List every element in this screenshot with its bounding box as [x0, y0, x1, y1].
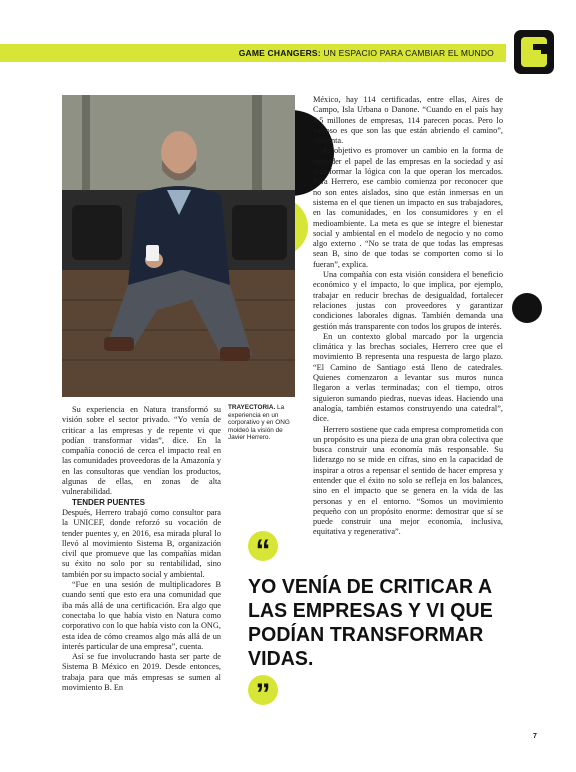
subheading: TENDER PUENTES [72, 497, 145, 507]
page-number: 7 [533, 733, 537, 740]
paragraph: El objetivo es promover un cambio en la forma de entender el papel de las empresas en la sociedad y así transformar la lógica con la que operan los mercados. Para Herrero, ese cambio comienza por reconocer que no son entes aislados, sino que están inmersas en un sistema en el que tienen un impacto en sus trabajadores, en las comunidades, en los consumidores y en el medioambiente. La meta es que se integre el bienestar social y ambiental en el modelo de negocio y no como algo externo . “No se trata de que todas las empresas sean B, sino de que todas se comporten como si lo fueran”, explica. [313, 146, 503, 269]
magazine-logo [514, 30, 554, 74]
caption-text: La experiencia en un corporativo y en ONG moldeó la visión de Javier Herrero. [228, 404, 290, 442]
paragraph: Después, Herrero trabajó como consultor para la UNICEF, donde reforzó su vocación de tender puentes y, en 2016, esa mirada plural lo llevó al movimiento Sistema B, organización civil que promueve que las compañías midan su éxito no solo por su rentabilidad, sino también por su impacto social y ambiental. [62, 507, 221, 579]
paragraph: “Fue en una sesión de multiplicadores B cuando sentí que esto era una comunidad que iba más allá de una certificación. Era algo que conectaba lo que había visto en Natura como corporativo con lo que había visto con la ONG, esta idea de cómo creamos algo más allá de un interés particular de una empresa”, cuenta. [62, 580, 221, 651]
left-column [62, 405, 221, 693]
close-quote-icon: ” [248, 675, 278, 705]
caption-title: TRAYECTORIA. [228, 404, 276, 411]
paragraph: México, hay 114 certificadas, entre ellas, Aires de Campo, Isla Urbana o Danone. “Cuando en el país hay 4.5 millones de empresas, 114 parecen pocas. Pero lo valioso es que son las que están abriendo el camino”, comenta. [313, 95, 503, 146]
portrait-photo [62, 95, 295, 397]
paragraph: Herrero sostiene que cada empresa comprometida con un propósito es una pieza de una gran obra colectiva que busca construir una economía más responsable. Su liderazgo no se mide en cifras, sino en la capacidad de inspirar a otros a repensar el sentido de hacer empresa y entender que el éxito no solo se refleja en los balances, sino en el impacto que se genera en la vida de las personas y en el entorno. “Somos un movimiento pequeño con un propósito enorme: demostrar que sí se puede construir una mejor economía, inclusiva, equitativa y regenerativa”. [313, 424, 503, 537]
paragraph: Una compañía con esta visión considera el beneficio económico y el impacto, lo que implica, por ejemplo, trabajar en reducir brechas de desigualdad, fortalecer relaciones justas con proveedores y garantizar condiciones laborales dignas. También demanda una gestión más transparente con todos los grupos de interés. [313, 270, 503, 331]
section-header [0, 44, 494, 62]
paragraph: Así se fue involucrando hasta ser parte de Sistema B México en 2019. Desde entonces, trabaja para que más empresas se sumen al movimiento B. En [62, 652, 221, 693]
paragraph: En un contexto global marcado por la urgencia climática y las brechas sociales, Herrero cree que el movimiento B representa una respuesta de largo plazo. “El Camino de Santiago está lleno de catedrales. Quienes comenzaron a levantar sus muros nunca llegaron a verlas terminadas; con el tiempo, otros siguieron sumando piedras, nuevas ideas. Haciendo una analogía, también estamos construyendo una catedral”, dice. [313, 331, 503, 424]
paragraph: Su experiencia en Natura transformó su visión sobre el sector privado. “Yo venía de criticar a las empresas y de repente vi que podían transformar vidas”, dice. En la compañía conoció de cerca el impacto real en las comunidades proveedoras de la Amazonía y en las consultoras que vendían los productos, algunas de ellas, en zonas de alta vulnerabilidad. [62, 405, 221, 497]
right-column [313, 95, 503, 538]
open-quote-icon: “ [248, 531, 278, 561]
section-tagline: UN ESPACIO PARA CAMBIAR EL MUNDO [323, 48, 494, 58]
decorative-right-dot [512, 293, 542, 323]
section-name: GAME CHANGERS: [238, 48, 321, 58]
pull-quote: YO VENÍA DE CRITICAR A LAS EMPRESAS Y VI QUE PODÍAN TRANSFORMAR VIDAS. [248, 575, 493, 670]
photo-caption [228, 404, 298, 442]
